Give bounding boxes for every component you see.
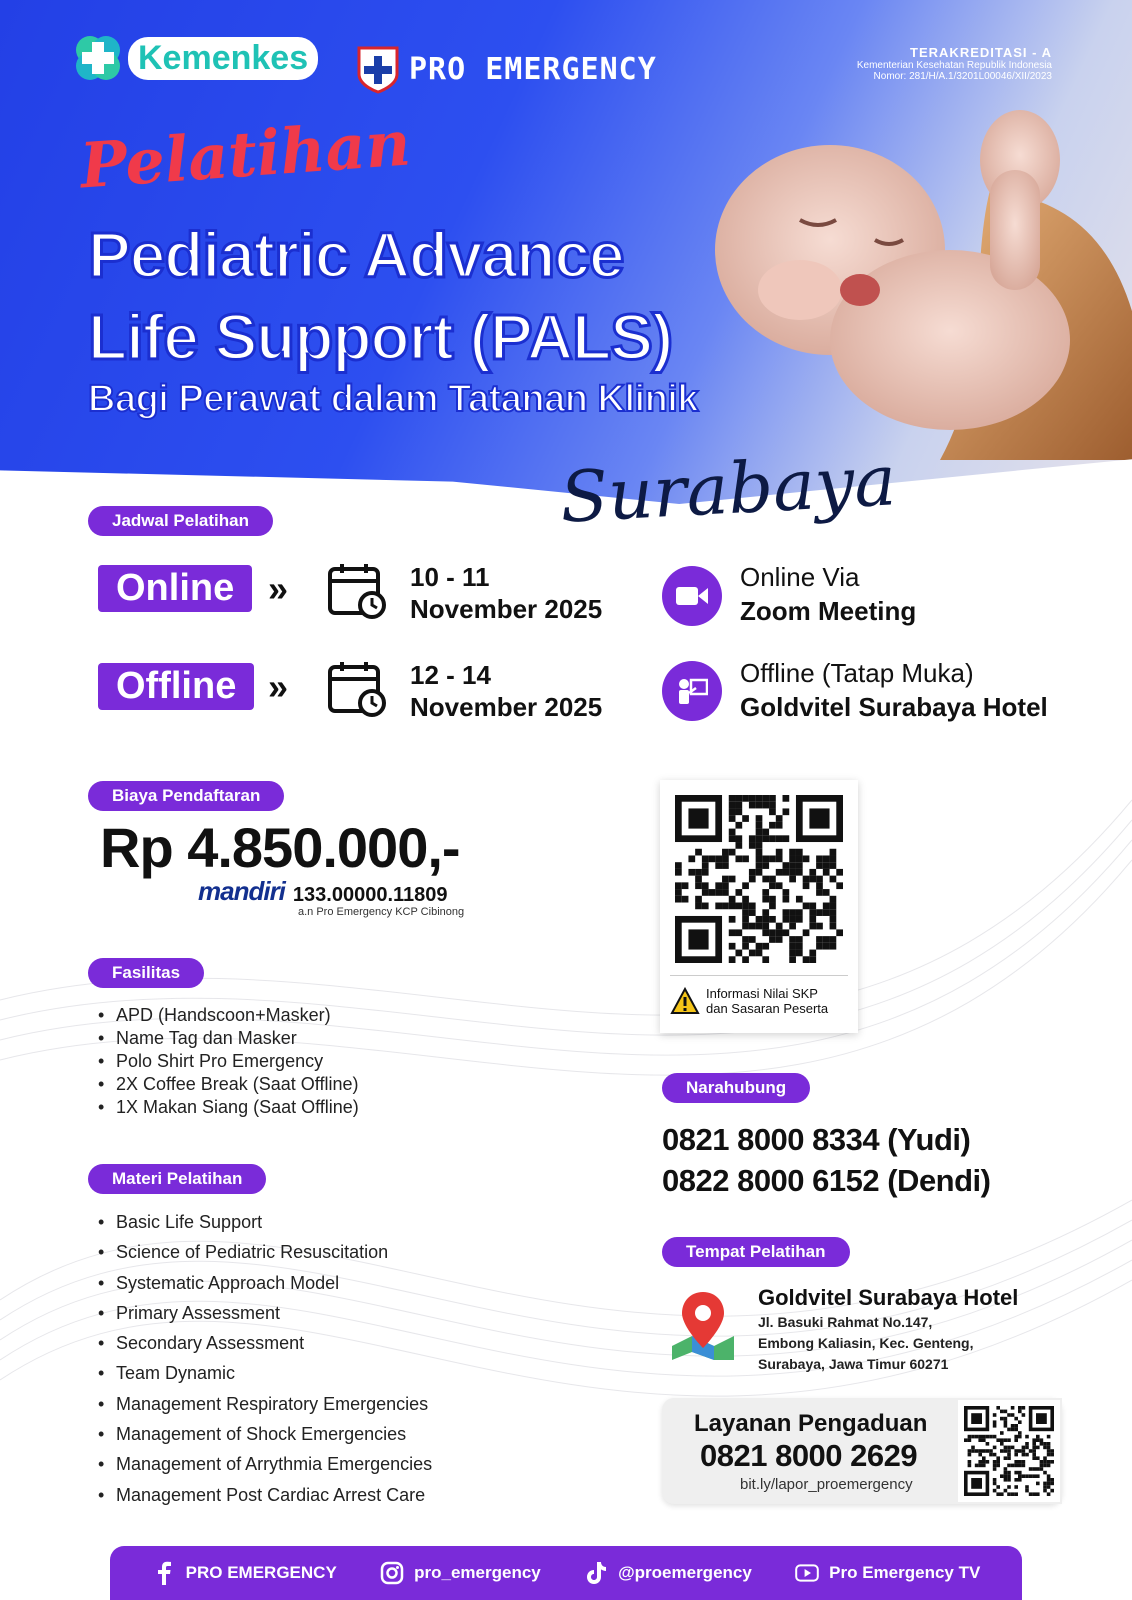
offline-date-month: November 2025: [410, 692, 603, 722]
instagram-handle: pro_emergency: [414, 1563, 541, 1582]
bank-account: [198, 876, 448, 907]
facebook-handle: PRO EMERGENCY: [185, 1563, 337, 1582]
calendar-icon: [328, 563, 386, 619]
pro-emergency-logo: [355, 44, 657, 94]
kemenkes-icon: [72, 32, 124, 84]
online-mode-badge: Online: [98, 565, 252, 612]
skp-info-line2: dan Sasaran Peserta: [706, 1001, 829, 1016]
warning-icon: [670, 987, 700, 1015]
contact-phone-2[interactable]: 0822 8000 6152 (Dendi): [662, 1163, 991, 1198]
online-date-block: [410, 561, 602, 625]
skp-info: [670, 975, 848, 1016]
list-item: • APD (Handscoon+Masker): [98, 1004, 359, 1027]
accreditation-number: Nomor: 281/H/A.1/3201L00046/XII/2023: [873, 71, 1052, 82]
chevron-right-icon: »: [268, 568, 289, 609]
social-footer: [110, 1546, 1022, 1600]
qr-code: [964, 1406, 1054, 1496]
title-prefix: Pelatihan: [77, 106, 413, 203]
online-date-month: November 2025: [410, 594, 603, 624]
video-camera-icon: [662, 566, 722, 626]
title-line-2: Life Support (PALS): [88, 301, 673, 373]
complaint-phone[interactable]: 0821 8000 2629: [700, 1438, 918, 1473]
baby-photo: [690, 40, 1132, 460]
accreditation-title: TERAKREDITASI - A: [910, 45, 1052, 60]
fee-label: Biaya Pendaftaran: [88, 781, 284, 811]
skp-qr-card[interactable]: [660, 780, 858, 1033]
list-item: • Management of Arrythmia Emergencies: [98, 1449, 432, 1479]
online-via-line1: Online Via: [740, 562, 860, 592]
materials-list: [98, 1207, 432, 1510]
contact-label: Narahubung: [662, 1073, 810, 1103]
offline-date-range: 12 - 14: [410, 660, 491, 690]
kemenkes-logo-text: Kemenkes: [128, 37, 318, 80]
bank-name: mandiri: [198, 876, 285, 906]
list-item: • Secondary Assessment: [98, 1328, 432, 1358]
list-item: • Basic Life Support: [98, 1207, 432, 1237]
list-item: • 2X Coffee Break (Saat Offline): [98, 1073, 359, 1096]
complaint-title: Layanan Pengaduan: [694, 1410, 928, 1437]
list-item: • Management Post Cardiac Arrest Care: [98, 1480, 432, 1510]
accreditation-issuer: Kementerian Kesehatan Republik Indonesia: [856, 60, 1052, 71]
instagram-icon: [380, 1561, 404, 1585]
list-item: • Systematic Approach Model: [98, 1268, 432, 1298]
kemenkes-logo: [72, 32, 318, 84]
offline-mode-badge: Offline: [98, 663, 254, 710]
online-via-block: [740, 560, 916, 628]
online-date-range: 10 - 11: [410, 562, 490, 592]
qr-code[interactable]: [675, 795, 843, 963]
facilities-label: Fasilitas: [88, 958, 204, 988]
list-item: • Science of Pediatric Resuscitation: [98, 1237, 432, 1267]
venue-address: [758, 1312, 1018, 1375]
list-item: • Management Respiratory Emergencies: [98, 1389, 432, 1419]
list-item: • Management of Shock Emergencies: [98, 1419, 432, 1449]
list-item: • Name Tag dan Masker: [98, 1027, 359, 1050]
facebook-link[interactable]: [152, 1561, 337, 1585]
materials-label: Materi Pelatihan: [88, 1164, 266, 1194]
chevron-right-icon: »: [268, 666, 289, 707]
venue-address-line1: Jl. Basuki Rahmat No.147,: [758, 1314, 933, 1330]
youtube-link[interactable]: [795, 1561, 980, 1585]
facilities-list: [98, 1004, 359, 1119]
online-via-line2: Zoom Meeting: [740, 596, 917, 626]
skp-info-line1: Informasi Nilai SKP: [706, 986, 818, 1001]
venue-address-line2: Embong Kaliasin, Kec. Genteng,: [758, 1335, 974, 1351]
tiktok-handle: @proemergency: [618, 1563, 752, 1582]
presenter-icon: [662, 661, 722, 721]
star-of-life-icon: [355, 44, 401, 94]
map-pin-icon: [670, 1290, 736, 1362]
accreditation-block: [857, 45, 1052, 82]
fee-amount: Rp 4.850.000,-: [100, 816, 460, 879]
offline-date-block: [410, 659, 602, 723]
list-item: • Primary Assessment: [98, 1298, 432, 1328]
schedule-label: Jadwal Pelatihan: [88, 506, 273, 536]
tiktok-link[interactable]: [584, 1561, 752, 1585]
bank-account-holder: a.n Pro Emergency KCP Cibinong: [298, 906, 465, 918]
list-item: • Polo Shirt Pro Emergency: [98, 1050, 359, 1073]
complaint-qr-code[interactable]: [956, 1398, 1062, 1504]
instagram-link[interactable]: [380, 1561, 541, 1585]
title-line-3: Bagi Perawat dalam Tatanan Klinik: [88, 378, 698, 420]
youtube-handle: Pro Emergency TV: [829, 1563, 981, 1582]
complaint-card: [662, 1398, 1062, 1504]
contact-phone-1[interactable]: 0821 8000 8334 (Yudi): [662, 1122, 971, 1157]
bank-account-number: 133.00000.11809: [292, 884, 448, 906]
city-name: Surabaya: [558, 439, 898, 539]
venue-name: Goldvitel Surabaya Hotel: [758, 1285, 1019, 1310]
youtube-icon: [795, 1561, 819, 1585]
offline-via-block: [740, 656, 1048, 724]
tiktok-icon: [584, 1561, 608, 1585]
venue-label: Tempat Pelatihan: [662, 1237, 850, 1267]
calendar-icon: [328, 661, 386, 717]
offline-via-line2: Goldvitel Surabaya Hotel: [740, 692, 1048, 722]
title-line-1: Pediatric Advance: [88, 219, 624, 291]
list-item: • 1X Makan Siang (Saat Offline): [98, 1096, 359, 1119]
list-item: • Team Dynamic: [98, 1358, 432, 1388]
facebook-icon: [152, 1561, 176, 1585]
offline-via-line1: Offline (Tatap Muka): [740, 658, 974, 688]
pro-emergency-logo-text: PRO EMERGENCY: [409, 51, 657, 87]
venue-address-line3: Surabaya, Jawa Timur 60271: [758, 1356, 949, 1372]
complaint-link[interactable]: bit.ly/lapor_proemergency: [740, 1476, 913, 1493]
